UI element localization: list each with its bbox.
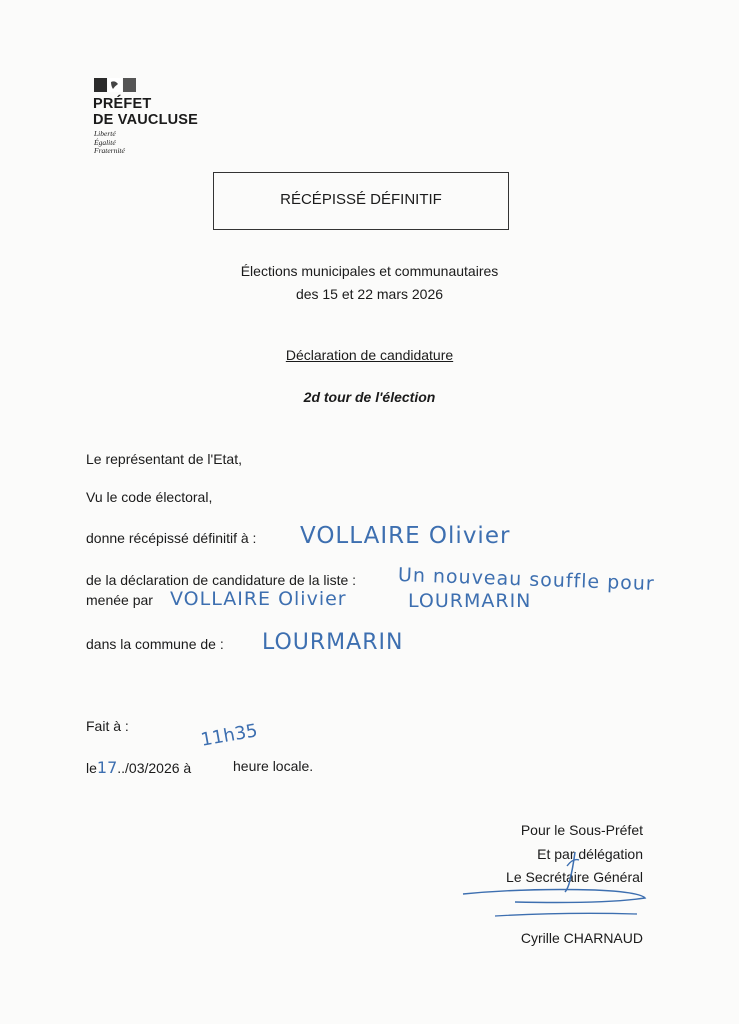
signatory-name: Cyrille CHARNAUD [520,930,643,946]
motto-fraternite: Fraternité [94,146,125,156]
document-title: RÉCÉPISSÉ DÉFINITIF [280,191,442,208]
local-time-label: heure locale. [233,758,314,774]
list-handwritten: Un nouveau souffle pour [397,564,656,595]
code-line: Vu le code électoral, [86,489,213,505]
recipient-label: donne récépissé définitif à : [86,530,257,546]
republic-motto [94,130,125,156]
date-day-handwritten: 17 [96,758,118,777]
handwritten-signature [455,846,660,924]
prefecture-line-1: PRÉFET [93,96,152,112]
date-line [86,758,191,777]
motto-egalite: Égalité [94,137,116,147]
list-name-continued-handwritten: LOURMARIN [408,590,532,612]
signature-line-2: Et par délégation [537,846,643,862]
date-rest: ../03/2026 à [117,760,192,776]
signature-line-1: Pour le Sous-Préfet [520,822,643,838]
commune-label: dans la commune de : [86,636,224,652]
time-handwritten: 11h35 [199,720,260,751]
election-dates: des 15 et 22 mars 2026 [295,286,444,302]
led-by-label: menée par [86,592,153,608]
recipient-handwritten: VOLLAIRE Olivier [300,523,511,549]
representative-line: Le représentant de l'Etat, [86,451,242,467]
election-title: Élections municipales et communautaires [240,263,499,279]
led-by-handwritten: VOLLAIRE Olivier [170,588,347,610]
prefecture-name [93,96,198,128]
commune-handwritten: LOURMARIN [262,630,404,655]
done-at-label: Fait à : [86,718,129,734]
date-prefix: le [86,760,97,776]
list-label: de la déclaration de candidature de la liste : [86,572,357,588]
section-heading: Déclaration de candidature [285,347,454,363]
prefecture-line-2: DE VAUCLUSE [93,112,199,128]
motto-liberte: Liberté [94,129,116,138]
marianne-logo-icon [94,78,136,92]
signature-line-3: Le Secrétaire Général [506,869,643,885]
election-round: 2d tour de l'élection [303,389,436,405]
